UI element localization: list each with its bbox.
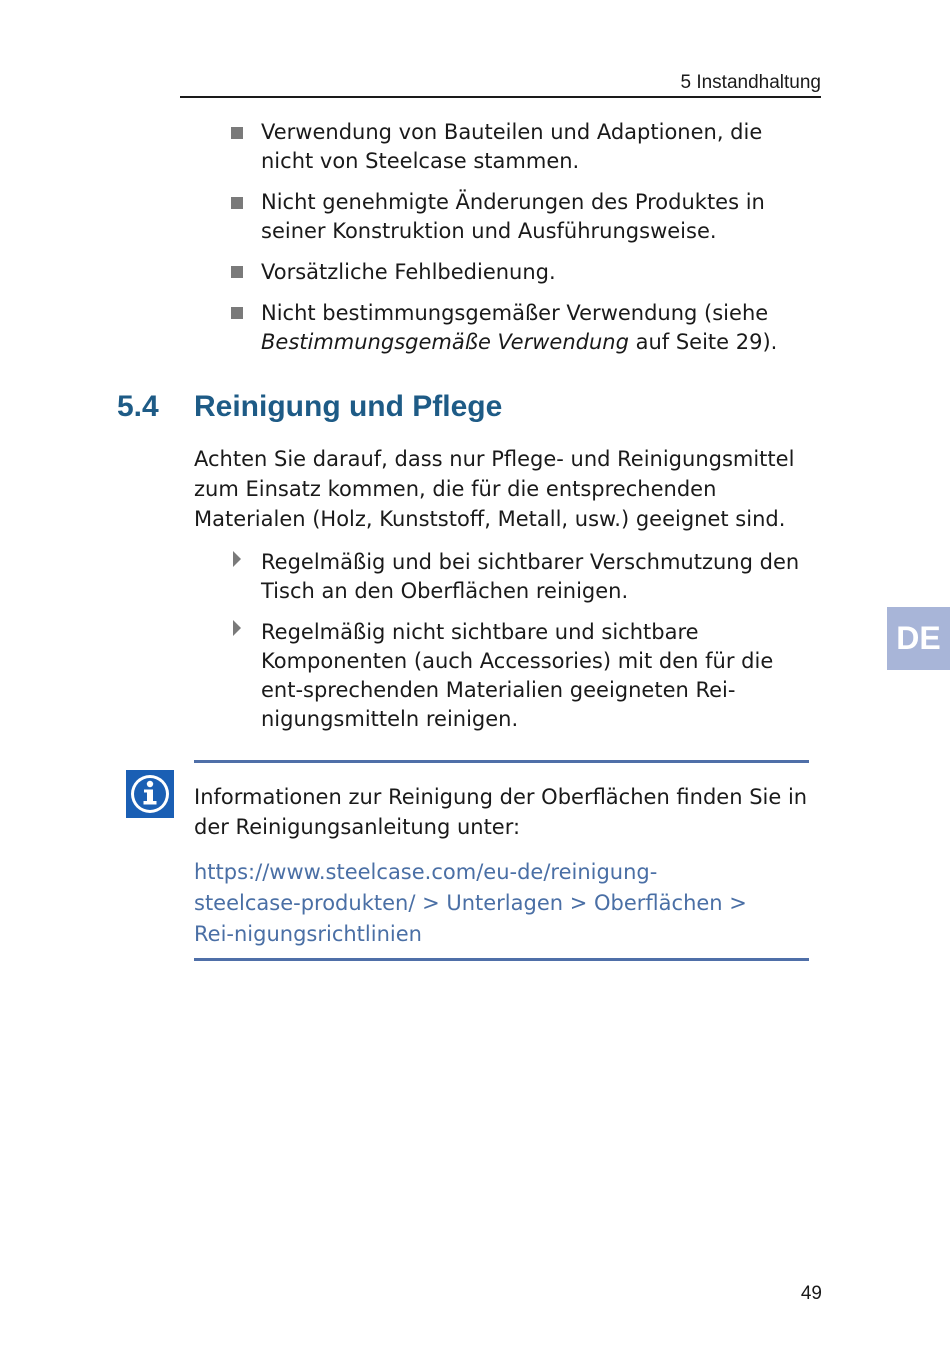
info-icon [126,770,174,818]
arrow-right-icon [233,620,241,636]
info-text: Informationen zur Reinigung der Oberflächen finden Sie in der Reinigungsanleitung unter: [194,785,808,839]
list-item: Nicht genehmigte Änderungen des Produktes in seiner Konstruktion und Ausführungsweise. [261,190,765,243]
section-title: Reinigung und Pflege [194,390,503,423]
step-item: Regelmäßig nicht sichtbare und sichtbare Komponenten (auch Accessories) mit den für die ent-sprechenden Materialien geeigneten Rei-nigungsmitteln reinigen. [261,620,774,731]
list-item: Verwendung von Bauteilen und Adaptionen, die nicht von Steelcase stammen. [261,120,763,173]
list-item-text: Nicht bestimmungsgemäßer Verwendung (siehe [261,301,769,325]
section-number: 5.4 [117,390,159,423]
info-bottom-rule [194,958,809,961]
language-tab: DE [887,607,950,670]
bullet-square-icon [231,127,243,139]
arrow-right-icon [233,551,241,567]
bullet-square-icon [231,197,243,209]
page-number: 49 [800,1283,822,1304]
running-header: 5 Instandhaltung [180,70,821,98]
cross-reference: Bestimmungsgemäße Verwendung [261,330,629,354]
list-item: Vorsätzliche Fehlbedienung. [261,260,556,284]
cleaning-guide-link[interactable]: https://www.steelcase.com/eu-de/reinigung-steelcase-produkten/ > Unterlagen > Oberflächen > Rei-nigungsrichtlinien [194,860,747,946]
bullet-square-icon [231,266,243,278]
list-item [261,299,781,357]
intro-paragraph: Achten Sie darauf, dass nur Pflege- und Reinigungsmittel zum Einsatz kommen, die für die entsprechenden Materialen (Holz, Kunststoff, Metall, usw.) geeignet sind. [194,447,795,531]
step-item: Regelmäßig und bei sichtbarer Verschmutzung den Tisch an den Oberflächen reinigen. [261,550,800,603]
info-top-rule [194,760,809,763]
bullet-square-icon [231,307,243,319]
list-item-text: auf Seite 29). [628,330,778,354]
